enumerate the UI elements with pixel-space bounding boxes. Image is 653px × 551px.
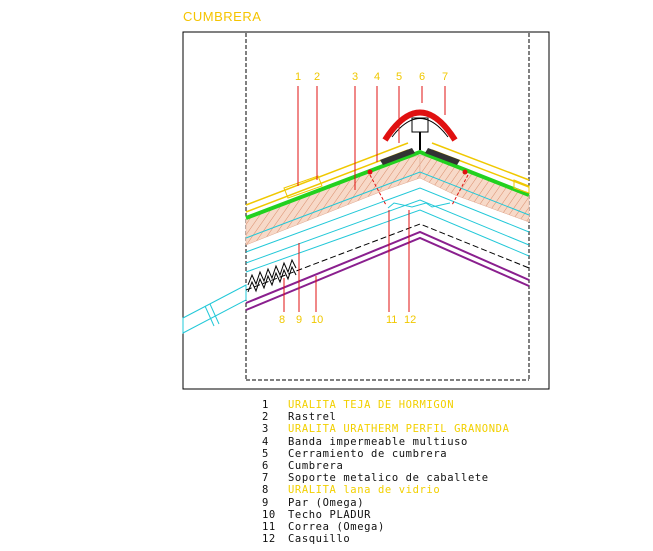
- legend-row-4: 4 Banda impermeable multiuso: [262, 435, 468, 448]
- legend-row-10: 10 Techo PLADUR: [262, 508, 372, 521]
- callouts-top: [295, 71, 448, 83]
- callout-4: 4: [374, 71, 381, 83]
- callouts-bottom: [279, 314, 416, 326]
- legend-row-2: 2 Rastrel: [262, 411, 337, 424]
- ridge-support: [412, 118, 428, 132]
- callout-10: 10: [311, 314, 324, 326]
- legend: [262, 399, 510, 545]
- legend-row-12: 12 Casquillo: [262, 533, 351, 546]
- callout-8: 8: [279, 314, 286, 326]
- legend-row-3: 3 URALITA URATHERM PERFIL GRANONDA: [262, 423, 510, 436]
- legend-row-7: 7 Soporte metalico de caballete: [262, 472, 489, 485]
- beam-extension: [183, 285, 246, 333]
- callout-12: 12: [404, 314, 417, 326]
- callout-11: 11: [386, 314, 398, 326]
- casquillo: [388, 203, 450, 208]
- callout-2: 2: [314, 71, 321, 83]
- callout-1: 1: [295, 71, 302, 83]
- callout-7: 7: [442, 71, 449, 83]
- legend-row-9: 9 Par (Omega): [262, 496, 365, 509]
- legend-row-6: 6 Cumbrera: [262, 460, 344, 473]
- glass-wool: [248, 260, 296, 285]
- outer-frame: [183, 32, 549, 389]
- legend-row-1: 1 URALITA TEJA DE HORMIGON: [262, 399, 455, 411]
- callout-6: 6: [419, 71, 426, 83]
- callout-5: 5: [396, 71, 403, 83]
- callout-9: 9: [296, 314, 303, 326]
- legend-row-5: 5 Cerramiento de cumbrera: [262, 447, 448, 460]
- legend-row-8: 8 URALITA lana de vidrio: [262, 484, 441, 497]
- legend-row-11: 11 Correa (Omega): [262, 521, 385, 534]
- callout-3: 3: [352, 71, 359, 83]
- drawing-title: CUMBRERA: [183, 9, 262, 24]
